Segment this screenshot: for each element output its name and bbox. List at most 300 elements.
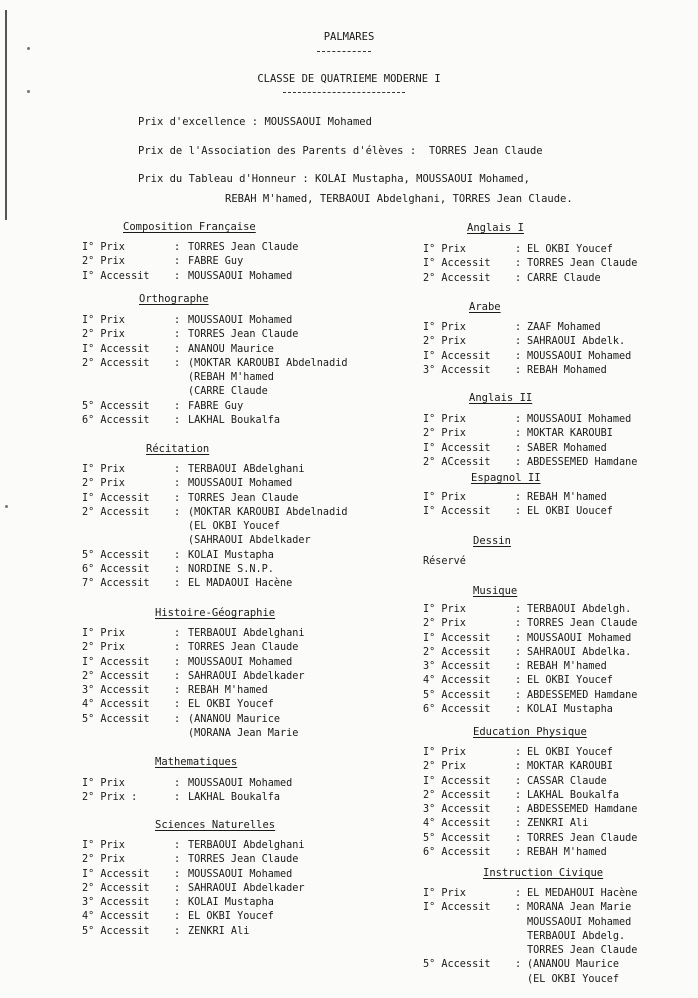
award-row [423,901,637,915]
award-name: MOUSSAOUI Mohamed [188,868,293,880]
award-name: MOUSSAOUI Mohamed [188,315,293,326]
section-title-composition: Composition Française [123,221,256,233]
award-name: MOUSSAOUI Mohamed [188,270,293,282]
award-row [423,775,637,789]
section-title-anglais-2: Anglais II [469,392,533,404]
award-rank [423,916,515,930]
award-row [82,882,305,896]
award-row [423,617,637,631]
award-separator: : [174,506,181,518]
award-rank: I° Prix [82,464,125,475]
award-name: MOUSSAOUI Mohamed [527,916,632,928]
title-underline [317,51,371,52]
award-name: TORRES Jean Claude [527,258,638,270]
award-name: TORRES Jean Claude [188,642,299,654]
award-separator: : [174,656,181,668]
award-row [423,689,637,703]
award-row [82,492,347,506]
award-row [423,335,631,349]
award-row [82,896,305,910]
award-rank: I° Accessit [82,656,150,668]
award-rank: I° Accessit [423,775,491,787]
award-row [423,760,637,774]
award-row [423,603,637,617]
award-row [423,427,637,441]
award-rank [423,944,515,958]
award-name: (ANANOU Maurice [527,959,620,971]
award-name: TORRES Jean Claude [188,329,299,341]
award-rank [82,534,174,548]
award-rank: 3° Accessit [423,364,491,376]
award-rank: I° Accessit [423,350,491,362]
award-name: KOLAI Mustapha [527,704,613,716]
award-row [423,456,637,470]
award-name: ABDESSEMED Hamdane [527,689,638,701]
award-separator: : [515,902,522,914]
award-name: TERBAOUI Abdelghani [188,628,305,639]
award-row [82,549,347,563]
section-title-musique: Musique [473,585,518,597]
award-separator: : [515,704,522,716]
award-row [423,674,637,688]
class-title: CLASSE DE QUATRIEME MODERNE I [257,73,441,85]
award-separator: : [515,272,522,284]
award-name: EL OKBI Uoucef [527,506,613,518]
award-name: LAKHAL Boukalfa [188,415,281,427]
award-separator: : [174,882,181,894]
award-rank: I° Prix [423,747,466,758]
award-separator: : [174,315,181,326]
award-name: FABRE Guy [188,400,244,412]
award-rank: 2° Accessit [423,789,491,801]
dessin-note: Réservé [423,556,466,567]
award-separator: : [515,646,522,658]
award-row [423,321,631,335]
award-name: LAKHAL Boukalfa [527,789,620,801]
award-row [82,563,347,577]
award-name: MOUSSAOUI Mohamed [188,478,293,490]
award-row [423,442,637,456]
section-composition [82,241,298,284]
award-row [82,241,298,255]
award-separator [174,371,188,385]
award-name: REBAH M'hamed [527,492,607,503]
award-rank: 3° Accessit [82,685,150,697]
award-name: EL OKBI Youcef [527,747,613,758]
award-name: REBAH M'hamed [527,661,607,673]
award-rank: 4° Accessit [423,818,491,830]
award-rank: 4° Accessit [423,675,491,687]
award-rank: 2° Prix [423,761,466,773]
award-rank [82,371,174,385]
section-espagnol-2 [423,491,613,520]
award-separator: : [174,897,181,909]
section-mathematiques [82,777,292,806]
award-name: EL OKBI Youcef [527,675,613,687]
award-name: NORDINE S.N.P. [188,564,274,576]
award-row [82,670,305,684]
award-separator: : [515,428,522,440]
award-row [82,656,305,670]
award-row [423,887,637,901]
award-row [82,371,347,385]
award-row [423,491,613,505]
award-row [423,817,637,831]
award-rank: 6° Accessit [82,415,150,427]
award-separator: : [174,492,181,504]
award-rank: 2° Prix [423,428,466,440]
award-separator: : [174,256,181,268]
section-arabe [423,321,631,378]
award-separator: : [515,350,522,362]
award-row [82,314,347,328]
award-separator: : [174,670,181,682]
award-separator: : [515,456,522,468]
award-rank: 4° Accessit [82,911,150,923]
award-name: TERBAOUI ABdelghani [188,464,305,475]
prize-excellence: Prix d'excellence : MOUSSAOUI Mohamed [138,116,372,128]
award-rank: 5° Accessit [423,689,491,701]
award-separator: : [174,415,181,427]
award-rank: 2° Prix [82,642,125,654]
award-separator: : [174,628,181,639]
award-row [423,243,637,257]
award-row [82,868,305,882]
award-name: ZENKRI Ali [527,818,589,830]
award-name: TORRES Jean Claude [527,618,638,630]
award-rank [82,385,174,399]
award-row [423,413,637,427]
award-rank: 6° Accessit [82,564,150,576]
award-name: (MORANA Jean Marie [188,728,299,740]
award-separator: : [515,675,522,687]
award-name: TERBAOUI Abdelgh. [527,604,632,615]
award-rank: 2° Prix [82,478,125,490]
section-orthographe [82,314,347,428]
section-title-anglais-1: Anglais I [467,222,524,234]
award-row [423,803,637,817]
award-separator [174,520,188,534]
award-rank: I° Prix [82,778,125,789]
award-name: MOKTAR KAROUBI [527,428,613,440]
award-rank: I° Accessit [423,632,491,644]
award-name: MOUSSAOUI Mohamed [527,414,632,425]
award-separator: : [515,442,522,454]
prize-tableau-honneur: Prix du Tableau d'Honneur : KOLAI Mustapha, MOUSSAOUI Mohamed, [138,173,530,185]
award-row [423,505,613,519]
section-title-histoire-geographie: Histoire-Géographie [155,607,276,619]
award-rank: 2° Accessit [423,272,491,284]
award-rank: I° Prix [82,315,125,326]
award-separator: : [174,642,181,654]
award-name: MOKTAR KAROUBI [527,761,613,773]
award-separator: : [515,832,522,844]
section-musique [423,603,637,717]
award-rank: 5° Accessit [82,713,150,725]
award-separator: : [515,632,522,644]
award-rank: 2° Prix [82,329,125,341]
award-row [423,973,637,987]
award-name: KOLAI Mustapha [188,897,274,909]
award-separator: : [174,840,181,851]
award-rank: 2° Accessit [82,670,150,682]
award-separator: : [174,685,181,697]
award-separator: : [174,478,181,490]
award-separator: : [515,847,522,859]
award-row [423,958,637,972]
award-row [82,414,347,428]
award-row [82,727,305,741]
section-title-mathematiques: Mathematiques [155,756,238,768]
award-name: TERBAOUI Abdelghani [188,840,305,851]
award-rank: 2° Prix [82,256,125,268]
award-separator: : [515,661,522,673]
award-name: (MOKTAR KAROUBI Abdelnadid [188,357,348,369]
award-separator: : [515,414,522,425]
award-separator [174,534,188,548]
award-row [82,400,347,414]
award-separator: : [515,789,522,801]
award-row [423,846,637,860]
award-row [82,506,347,520]
award-rank: 3° Accessit [82,897,150,909]
award-row [82,577,347,591]
award-row [82,713,305,727]
award-separator [515,944,527,958]
award-rank: 5° Accessit [82,400,150,412]
award-separator: : [515,689,522,701]
award-name: SABER Mohamed [527,442,607,454]
award-separator: : [174,713,181,725]
prize-tableau-honneur-line2: REBAH M'hamed, TERBAOUI Abdelghani, TORRES Jean Claude. [225,193,573,205]
award-rank: I° Prix [423,888,466,899]
award-separator: : [174,778,181,789]
award-rank [82,727,174,741]
award-row [423,944,637,958]
award-row [82,627,305,641]
award-row [82,839,305,853]
award-row [423,364,631,378]
award-name: TORRES Jean Claude [527,832,638,844]
award-name: (SAHRAOUI Abdelkader [188,535,311,547]
award-name: MOUSSAOUI Mohamed [527,350,632,362]
award-separator: : [174,699,181,711]
award-name: MOUSSAOUI Mohamed [527,632,632,644]
award-name: EL OKBI Youcef [188,699,274,711]
award-name: (EL OKBI Youcef [527,973,620,985]
award-rank: I° Accessit [423,442,491,454]
award-rank: I° Prix [82,840,125,851]
award-rank: 2° Prix [423,618,466,630]
award-row [82,255,298,269]
award-separator: : [515,959,522,971]
award-row [82,910,305,924]
award-separator: : [174,464,181,475]
award-name: TORRES Jean Claude [527,945,638,957]
award-separator: : [515,322,522,333]
award-rank: 4° Accessit [82,699,150,711]
award-rank: I° Prix [423,414,466,425]
section-title-education-physique: Education Physique [473,726,587,738]
award-rank: 2° Prix [423,336,466,348]
award-row [82,777,292,791]
award-row [423,746,637,760]
speck [5,505,8,508]
award-name: FABRE Guy [188,256,244,268]
award-name: (CARRE Claude [188,386,268,398]
award-rank: I° Accessit [82,270,150,282]
award-row [423,703,637,717]
award-separator: : [174,925,181,937]
award-row [82,534,347,548]
award-name: TORRES Jean Claude [188,492,299,504]
section-education-physique [423,746,637,860]
award-separator: : [515,618,522,630]
section-title-recitation: Récitation [146,443,210,455]
award-rank: 2° ACcessit [423,456,491,468]
award-name: REBAH M'hamed [527,847,607,859]
award-rank: I° Accessit [82,492,150,504]
award-rank: 6° Accessit [423,847,491,859]
award-row [82,925,305,939]
section-title-orthographe: Orthographe [139,293,209,305]
section-sciences-naturelles [82,839,305,939]
award-rank: 2° Prix [82,854,125,866]
award-name: EL MEDAHOUI Hacène [527,888,638,899]
award-name: REBAH M'hamed [188,685,268,697]
award-separator: : [174,911,181,923]
section-title-dessin: Dessin [473,535,511,547]
award-row [82,684,305,698]
award-separator: : [174,242,181,253]
award-name: ABDESSEMED Hamdane [527,456,638,468]
award-separator [174,385,188,399]
award-separator: : [515,775,522,787]
award-row [82,853,305,867]
award-rank [82,520,174,534]
award-rank: I° Accessit [423,902,491,914]
award-name: CARRE Claude [527,272,601,284]
award-rank: 3° Accessit [423,804,491,816]
award-rank: I° Prix [423,492,466,503]
award-name: TORRES Jean Claude [188,854,299,866]
award-name: SAHRAOUI Abdelka. [527,646,632,658]
award-separator: : [174,329,181,341]
award-separator: : [515,506,522,518]
award-name: EL OKBI Youcef [527,244,613,255]
award-separator: : [174,792,181,804]
award-name: (EL OKBI Youcef [188,521,281,533]
award-name: (ANANOU Maurice [188,713,281,725]
award-row [82,328,347,342]
award-rank: 5° Accessit [423,959,491,971]
award-separator: : [515,818,522,830]
award-separator: : [515,604,522,615]
award-rank: 6° Accessit [423,704,491,716]
award-row [423,257,637,271]
award-separator [515,973,527,987]
award-separator: : [174,578,181,590]
section-instruction-civique [423,887,637,987]
class-title-underline [283,92,405,93]
award-row [82,343,347,357]
award-row [82,357,347,371]
award-rank: 5° Accessit [423,832,491,844]
award-name: EL OKBI Youcef [188,911,274,923]
award-separator: : [174,868,181,880]
award-rank: I° Prix [82,628,125,639]
award-separator: : [515,244,522,255]
section-histoire-geographie [82,627,305,741]
award-row [423,832,637,846]
award-name: CASSAR Claude [527,775,607,787]
award-row [82,791,292,805]
award-row [423,632,637,646]
award-separator: : [174,400,181,412]
award-row [423,646,637,660]
award-rank: I° Prix [423,604,466,615]
award-name: TORRES Jean Claude [188,242,299,253]
section-title-espagnol-2: Espagnol II [471,472,541,484]
award-rank: 3° Accessit [423,661,491,673]
award-name: KOLAI Mustapha [188,549,274,561]
award-separator: : [515,804,522,816]
award-separator: : [174,564,181,576]
award-name: ZAAF Mohamed [527,322,601,333]
award-name: SAHRAOUI Abdelkader [188,882,305,894]
award-row [82,463,347,477]
award-row [82,477,347,491]
award-separator: : [515,761,522,773]
award-row [82,520,347,534]
section-recitation [82,463,347,592]
section-anglais-2 [423,413,637,470]
award-name: MOUSSAOUI Mohamed [188,656,293,668]
award-rank: 5° Accessit [82,549,150,561]
award-rank [423,973,515,987]
award-separator: : [515,364,522,376]
award-name: LAKHAL Boukalfa [188,792,281,804]
award-name: (REBAH M'hamed [188,372,274,384]
document-title: PALMARES [323,31,375,43]
award-separator: : [174,549,181,561]
award-separator [174,727,188,741]
award-name: ABDESSEMED Hamdane [527,804,638,816]
award-name: ANANOU Maurice [188,343,274,355]
award-separator [515,916,527,930]
award-name: ZENKRI Ali [188,925,250,937]
award-name: TERBAOUI Abdelg. [527,930,626,942]
award-rank: 2° Accessit [82,357,150,369]
award-rank: I° Accessit [423,506,491,518]
award-rank: 5° Accessit [82,925,150,937]
award-rank: 2° Accessit [423,646,491,658]
award-separator: : [174,357,181,369]
speck [27,90,30,93]
award-rank: 2° Prix : [82,792,138,804]
award-rank: I° Accessit [423,258,491,270]
award-separator: : [515,492,522,503]
award-separator: : [515,888,522,899]
award-name: MOUSSAOUI Mohamed [188,778,293,789]
award-rank: I° Accessit [82,343,150,355]
award-name: EL MADAOUI Hacène [188,578,293,590]
award-separator: : [515,258,522,270]
award-row [82,641,305,655]
award-row [423,789,637,803]
award-row [423,272,637,286]
section-title-sciences-naturelles: Sciences Naturelles [155,819,276,831]
